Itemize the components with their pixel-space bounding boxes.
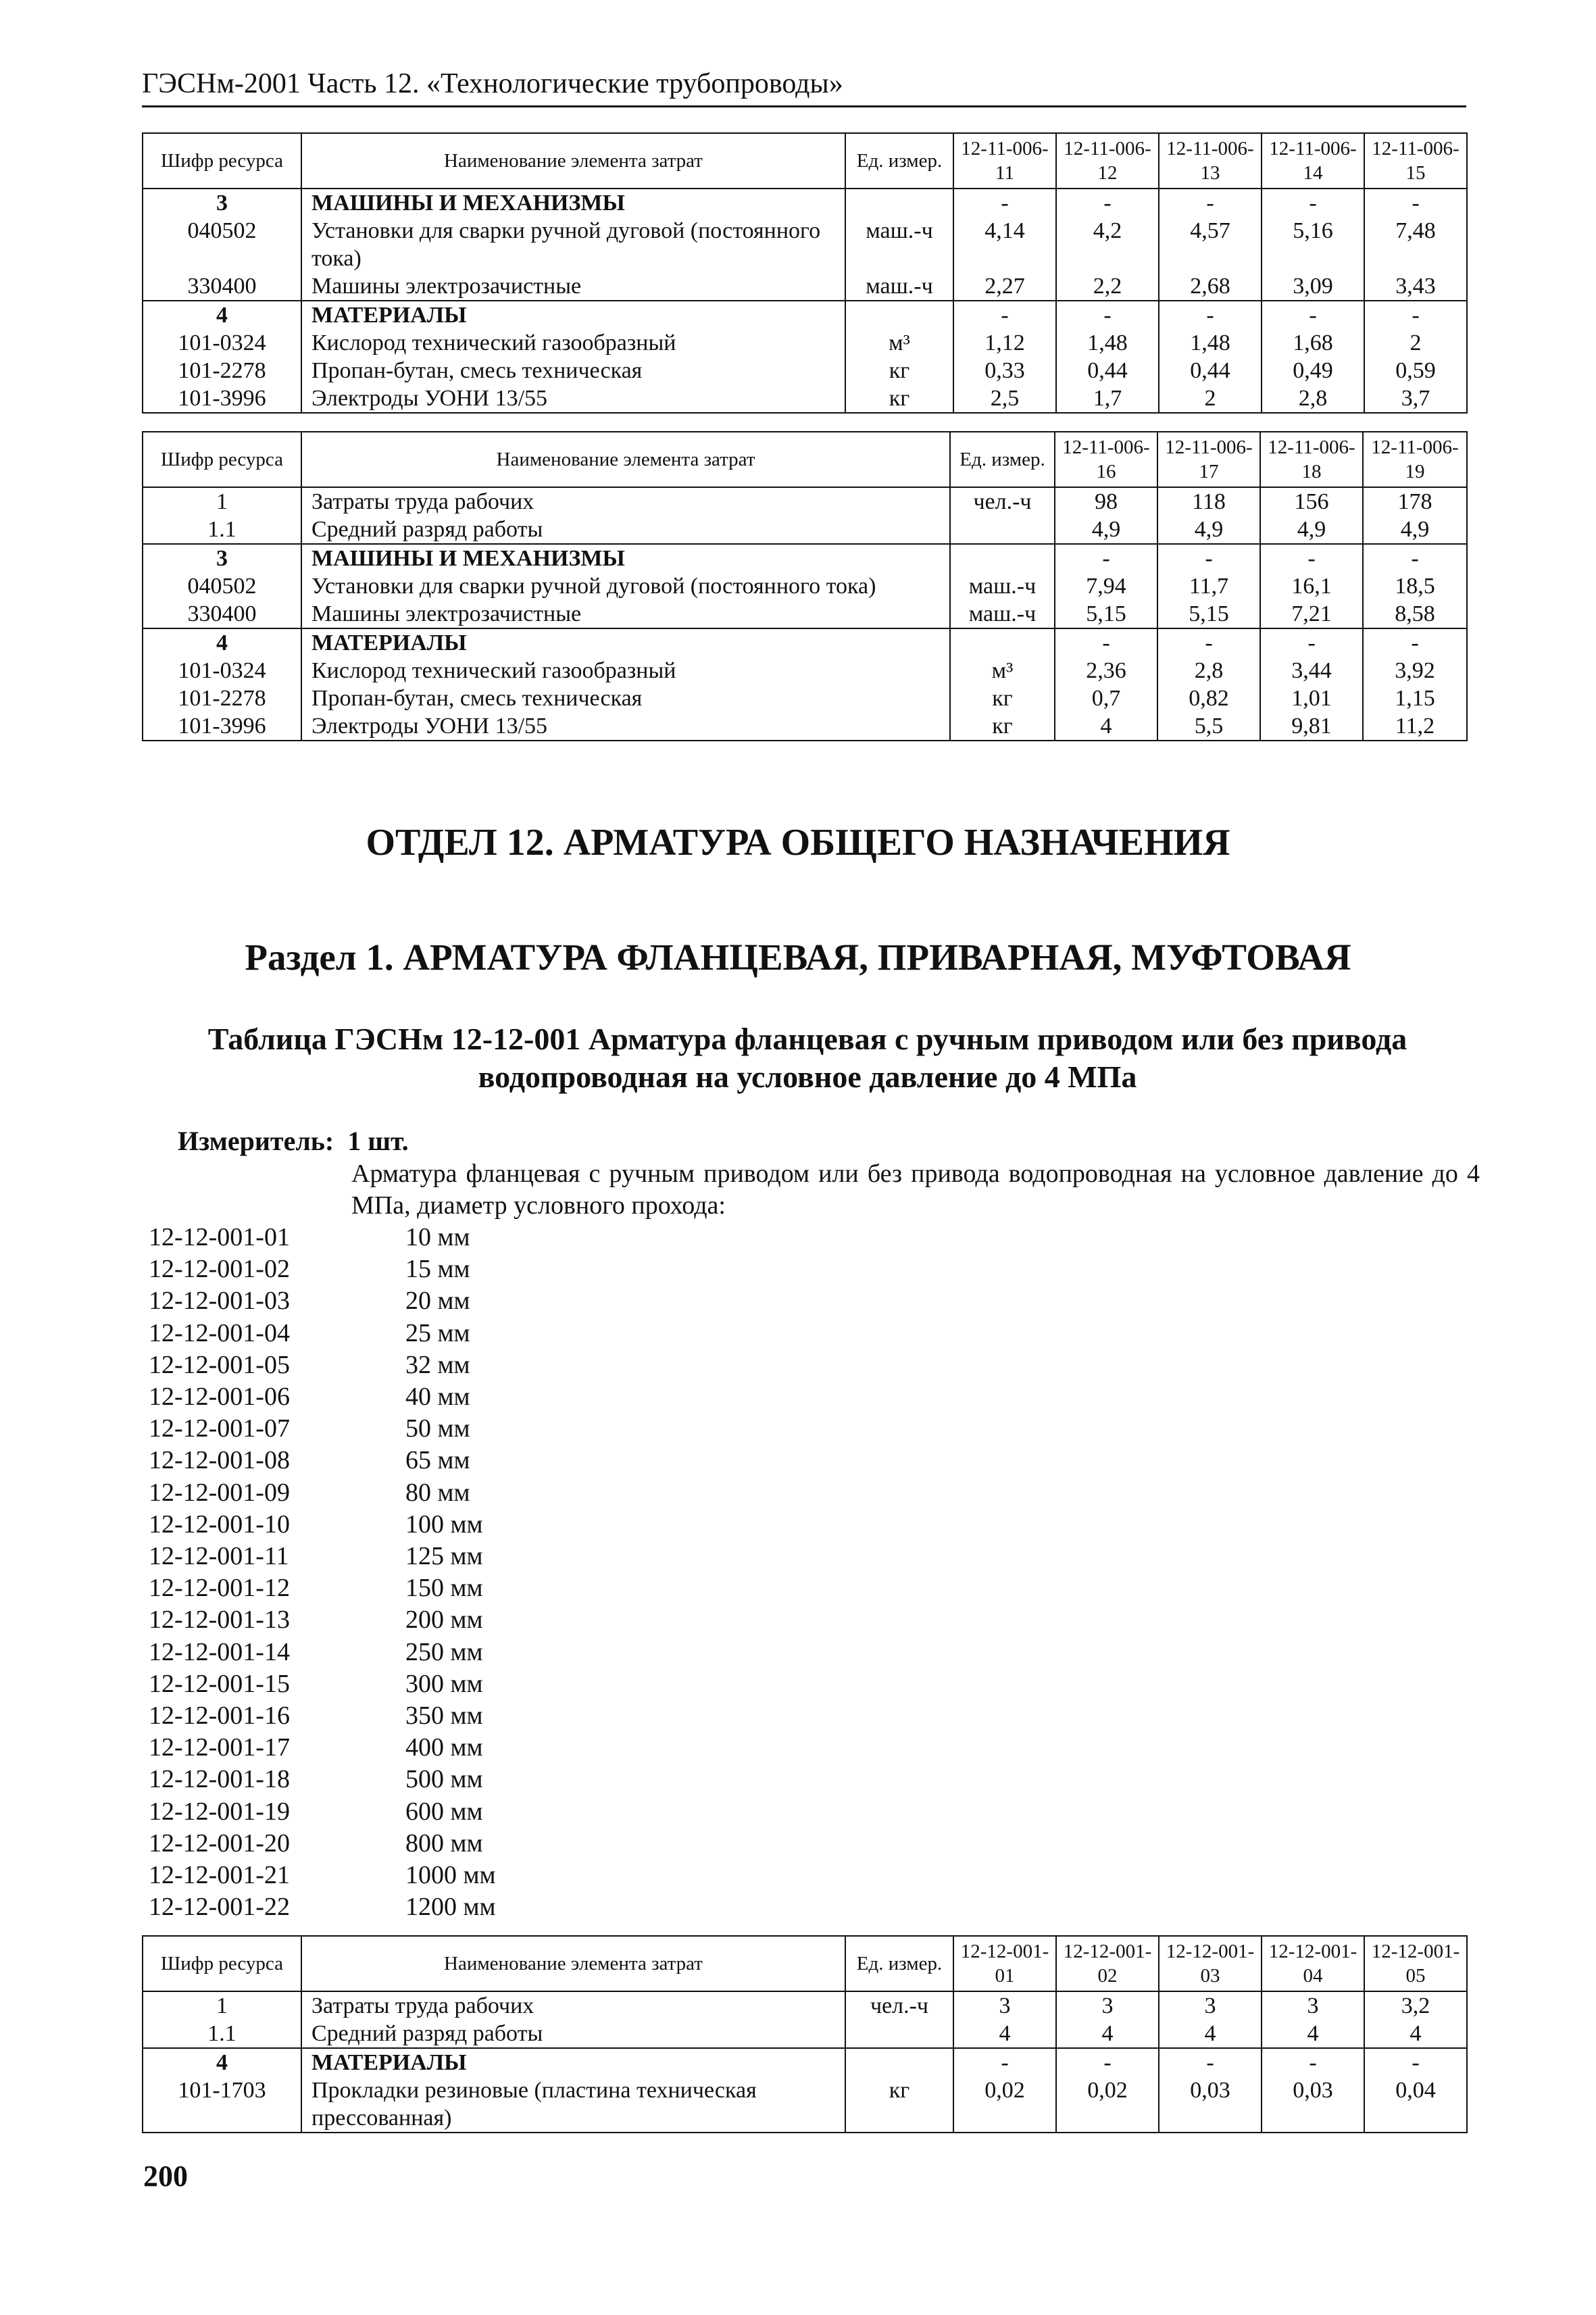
value-cell: 3,44 (1260, 657, 1363, 684)
spec-code: 12-12-001-21 (149, 1861, 290, 1890)
value-cell: 98 (1055, 487, 1157, 516)
value-cell: 4 (1159, 2020, 1262, 2048)
value-cell: 4 (1364, 2020, 1467, 2048)
resource-code-cell: 101-0324 (143, 657, 301, 684)
unit-cell: м³ (845, 329, 953, 357)
spec-item (149, 1541, 496, 1572)
resource-code-cell: 3 (143, 189, 301, 217)
spec-code: 12-12-001-14 (149, 1637, 290, 1666)
value-cell: 3 (1262, 1991, 1364, 2020)
cost-element-cell: МАШИНЫ И МЕХАНИЗМЫ (301, 189, 845, 217)
column-header: Шифр ресурса (143, 133, 301, 189)
running-header: ГЭСНм-2001 Часть 12. «Технологические трубопроводы» (142, 65, 1466, 107)
table-row (143, 657, 1467, 684)
spec-item (149, 1477, 496, 1509)
value-cell: 1,48 (1159, 329, 1262, 357)
code-column-header: 12-12-001-01 (953, 1936, 1056, 1991)
resource-table-12-11-006-11-15 (142, 132, 1468, 414)
spec-code: 12-12-001-15 (149, 1669, 290, 1698)
value-cell: 1,12 (953, 329, 1056, 357)
intro-text: Арматура фланцевая с ручным приводом или без привода водопроводная на условное давление до 4 МПа, диаметр условного прохода: (351, 1160, 1480, 1220)
spec-diameter: 50 мм (405, 1414, 470, 1443)
value-cell: - (1260, 544, 1363, 572)
spec-code: 12-12-001-19 (149, 1797, 290, 1826)
specification-list (149, 1222, 496, 1923)
spec-diameter: 1000 мм (405, 1861, 496, 1890)
value-cell: 2,8 (1262, 384, 1364, 413)
unit-cell: чел.-ч (950, 487, 1055, 516)
cost-element-cell: Машины электрозачистные (301, 600, 950, 628)
value-cell: 0,59 (1364, 357, 1467, 384)
value-cell: 5,16 (1262, 217, 1364, 272)
spec-diameter: 500 мм (405, 1765, 483, 1794)
value-cell: 3 (1056, 1991, 1159, 2020)
code-column-header: 12-11-006-11 (953, 133, 1056, 189)
table-row (143, 628, 1467, 657)
value-cell: - (1056, 189, 1159, 217)
spec-item (149, 1285, 496, 1317)
code-column-header: 12-12-001-05 (1364, 1936, 1467, 1991)
value-cell: - (953, 301, 1056, 329)
spec-code: 12-12-001-09 (149, 1478, 290, 1507)
value-cell: 3 (953, 1991, 1056, 2020)
resource-code-cell: 330400 (143, 272, 301, 301)
spec-item (149, 1349, 496, 1381)
unit-cell: кг (845, 2076, 953, 2133)
value-cell: 4 (1262, 2020, 1364, 2048)
cost-element-cell: Кислород технический газообразный (301, 329, 845, 357)
value-cell: 11,7 (1157, 572, 1260, 600)
resource-code-cell: 101-3996 (143, 384, 301, 413)
spec-code: 12-12-001-22 (149, 1893, 290, 1922)
value-cell: 4,9 (1260, 516, 1363, 544)
table-row (143, 329, 1467, 357)
table-row (143, 272, 1467, 301)
value-cell: 18,5 (1363, 572, 1467, 600)
table-row (143, 516, 1467, 544)
value-cell: 118 (1157, 487, 1260, 516)
spec-item (149, 1222, 496, 1253)
value-cell: 3,92 (1363, 657, 1467, 684)
spec-diameter: 200 мм (405, 1605, 483, 1635)
value-cell: - (1157, 628, 1260, 657)
spec-diameter: 15 мм (405, 1255, 470, 1284)
value-cell: 7,48 (1364, 217, 1467, 272)
table-row (143, 487, 1467, 516)
cost-element-cell: Пропан-бутан, смесь техническая (301, 357, 845, 384)
value-cell: 2,36 (1055, 657, 1157, 684)
value-cell: 4,2 (1056, 217, 1159, 272)
cost-element-cell: МАШИНЫ И МЕХАНИЗМЫ (301, 544, 950, 572)
resource-table-12-11-006-16-19 (142, 431, 1468, 741)
value-cell: 178 (1363, 487, 1467, 516)
spec-code: 12-12-001-10 (149, 1510, 290, 1539)
code-column-header: 12-11-006-12 (1056, 133, 1159, 189)
unit-cell: кг (845, 384, 953, 413)
spec-diameter: 100 мм (405, 1510, 483, 1539)
spec-diameter: 600 мм (405, 1797, 483, 1826)
cost-element-cell: Установки для сварки ручной дуговой (постоянного тока) (301, 572, 950, 600)
column-header: Ед. измер. (845, 133, 953, 189)
value-cell: 0,44 (1159, 357, 1262, 384)
spec-code: 12-12-001-13 (149, 1605, 290, 1635)
value-cell: - (953, 189, 1056, 217)
value-cell: 0,7 (1055, 684, 1157, 712)
value-cell: 4,9 (1157, 516, 1260, 544)
code-column-header: 12-11-006-19 (1363, 432, 1467, 487)
unit-cell (950, 628, 1055, 657)
table-row (143, 2020, 1467, 2048)
resource-code-cell: 040502 (143, 572, 301, 600)
value-cell: 0,44 (1056, 357, 1159, 384)
spec-item (149, 1509, 496, 1541)
cost-element-cell: Электроды УОНИ 13/55 (301, 384, 845, 413)
section-title: Раздел 1. АРМАТУРА ФЛАНЦЕВАЯ, ПРИВАРНАЯ, МУФТОВАЯ (245, 937, 1351, 978)
resource-code-cell: 330400 (143, 600, 301, 628)
spec-code: 12-12-001-12 (149, 1574, 290, 1603)
table-row (143, 572, 1467, 600)
value-cell: 3,2 (1364, 1991, 1467, 2020)
cost-element-cell: Прокладки резиновые (пластина техническая прессованная) (301, 2076, 845, 2133)
value-cell: 11,2 (1363, 712, 1467, 741)
spec-diameter: 1200 мм (405, 1893, 496, 1922)
unit-cell: м³ (950, 657, 1055, 684)
spec-diameter: 800 мм (405, 1828, 483, 1858)
unit-cell (950, 516, 1055, 544)
value-cell: 4,9 (1363, 516, 1467, 544)
spec-diameter: 80 мм (405, 1478, 470, 1507)
value-cell: 2,8 (1157, 657, 1260, 684)
meter-value: 1 шт. (347, 1126, 409, 1156)
value-cell: 7,94 (1055, 572, 1157, 600)
value-cell: 0,04 (1364, 2076, 1467, 2133)
column-header: Шифр ресурса (143, 1936, 301, 1991)
column-header: Ед. измер. (845, 1936, 953, 1991)
cost-element-cell: Средний разряд работы (301, 516, 950, 544)
column-header: Ед. измер. (950, 432, 1055, 487)
value-cell: 4 (1056, 2020, 1159, 2048)
unit-cell: маш.-ч (950, 572, 1055, 600)
spec-code: 12-12-001-08 (149, 1446, 290, 1475)
value-cell: 0,82 (1157, 684, 1260, 712)
code-column-header: 12-11-006-18 (1260, 432, 1363, 487)
resource-code-cell: 101-0324 (143, 329, 301, 357)
spec-diameter: 300 мм (405, 1669, 483, 1698)
value-cell: 0,03 (1262, 2076, 1364, 2133)
resource-code-cell: 040502 (143, 217, 301, 272)
value-cell: - (953, 2048, 1056, 2076)
column-header: Наименование элемента затрат (301, 133, 845, 189)
column-header: Наименование элемента затрат (301, 1936, 845, 1991)
cost-element-cell: Кислород технический газообразный (301, 657, 950, 684)
spec-item (149, 1860, 496, 1891)
table-caption-line-2: водопроводная на условное давление до 4 МПа (478, 1060, 1137, 1094)
value-cell: - (1159, 301, 1262, 329)
spec-code: 12-12-001-02 (149, 1255, 290, 1284)
table-row (143, 384, 1467, 413)
value-cell: 9,81 (1260, 712, 1363, 741)
value-cell: 4,14 (953, 217, 1056, 272)
spec-item (149, 1700, 496, 1732)
meter-line (178, 1125, 422, 1158)
spec-diameter: 32 мм (405, 1350, 470, 1379)
table-row (143, 301, 1467, 329)
resource-code-cell: 101-2278 (143, 357, 301, 384)
table-row (143, 2076, 1467, 2133)
department-title: ОТДЕЛ 12. АРМАТУРА ОБЩЕГО НАЗНАЧЕНИЯ (366, 822, 1230, 864)
value-cell: 2,27 (953, 272, 1056, 301)
unit-cell: маш.-ч (845, 217, 953, 272)
spec-diameter: 125 мм (405, 1542, 483, 1571)
spec-diameter: 20 мм (405, 1287, 470, 1316)
unit-cell: кг (950, 712, 1055, 741)
value-cell: 5,15 (1055, 600, 1157, 628)
spec-code: 12-12-001-06 (149, 1383, 290, 1412)
code-column-header: 12-11-006-16 (1055, 432, 1157, 487)
table-row (143, 189, 1467, 217)
value-cell: 2,68 (1159, 272, 1262, 301)
unit-cell: маш.-ч (950, 600, 1055, 628)
value-cell: - (1056, 2048, 1159, 2076)
spec-diameter: 40 мм (405, 1383, 470, 1412)
value-cell: 2,5 (953, 384, 1056, 413)
value-cell: 2,2 (1056, 272, 1159, 301)
value-cell: - (1262, 189, 1364, 217)
spec-item (149, 1445, 496, 1476)
resource-code-cell: 3 (143, 544, 301, 572)
spec-code: 12-12-001-11 (149, 1542, 289, 1571)
resource-code-cell: 4 (143, 301, 301, 329)
page-number: 200 (143, 2160, 188, 2193)
resource-code-cell: 101-3996 (143, 712, 301, 741)
value-cell: - (1260, 628, 1363, 657)
code-column-header: 12-12-001-02 (1056, 1936, 1159, 1991)
value-cell: 4 (953, 2020, 1056, 2048)
value-cell: 2 (1364, 329, 1467, 357)
value-cell: 3,43 (1364, 272, 1467, 301)
column-header: Наименование элемента затрат (301, 432, 950, 487)
value-cell: - (1055, 628, 1157, 657)
value-cell: 1,48 (1056, 329, 1159, 357)
cost-element-cell: МАТЕРИАЛЫ (301, 628, 950, 657)
value-cell: 1,01 (1260, 684, 1363, 712)
table-header-row (143, 432, 1467, 487)
spec-item (149, 1796, 496, 1828)
cost-element-cell: Электроды УОНИ 13/55 (301, 712, 950, 741)
unit-cell: маш.-ч (845, 272, 953, 301)
cost-element-cell: Установки для сварки ручной дуговой (постоянного тока) (301, 217, 845, 272)
value-cell: - (1159, 189, 1262, 217)
spec-code: 12-12-001-18 (149, 1765, 290, 1794)
value-cell: 1,68 (1262, 329, 1364, 357)
code-column-header: 12-12-001-03 (1159, 1936, 1262, 1991)
table-row (143, 1991, 1467, 2020)
unit-cell (950, 544, 1055, 572)
spec-item (149, 1764, 496, 1795)
resource-code-cell: 4 (143, 628, 301, 657)
value-cell: 0,02 (953, 2076, 1056, 2133)
value-cell: 0,02 (1056, 2076, 1159, 2133)
spec-diameter: 350 мм (405, 1701, 483, 1731)
table-row (143, 600, 1467, 628)
value-cell: - (1056, 301, 1159, 329)
spec-diameter: 250 мм (405, 1637, 483, 1666)
spec-diameter: 65 мм (405, 1446, 470, 1475)
value-cell: - (1262, 2048, 1364, 2076)
column-header: Шифр ресурса (143, 432, 301, 487)
spec-diameter: 400 мм (405, 1733, 483, 1762)
spec-item (149, 1732, 496, 1764)
unit-cell (845, 2048, 953, 2076)
spec-item (149, 1318, 496, 1349)
unit-cell: кг (845, 357, 953, 384)
value-cell: - (1364, 2048, 1467, 2076)
spec-code: 12-12-001-05 (149, 1350, 290, 1379)
spec-diameter: 25 мм (405, 1318, 470, 1347)
value-cell: - (1157, 544, 1260, 572)
code-column-header: 12-11-006-13 (1159, 133, 1262, 189)
spec-item (149, 1891, 496, 1923)
resource-code-cell: 1.1 (143, 516, 301, 544)
table-row (143, 217, 1467, 272)
spec-item (149, 1604, 496, 1636)
spec-code: 12-12-001-17 (149, 1733, 290, 1762)
spec-item (149, 1668, 496, 1700)
cost-element-cell: Машины электрозачистные (301, 272, 845, 301)
cost-element-cell: Затраты труда рабочих (301, 1991, 845, 2020)
value-cell: 156 (1260, 487, 1363, 516)
value-cell: - (1262, 301, 1364, 329)
code-column-header: 12-11-006-15 (1364, 133, 1467, 189)
value-cell: 3,7 (1364, 384, 1467, 413)
spec-diameter: 10 мм (405, 1223, 470, 1251)
spec-diameter: 150 мм (405, 1574, 483, 1603)
code-column-header: 12-11-006-14 (1262, 133, 1364, 189)
spec-item (149, 1381, 496, 1413)
resource-code-cell: 1 (143, 487, 301, 516)
cost-element-cell: Пропан-бутан, смесь техническая (301, 684, 950, 712)
value-cell: 4,57 (1159, 217, 1262, 272)
table-row (143, 712, 1467, 741)
value-cell: - (1364, 301, 1467, 329)
resource-code-cell: 101-2278 (143, 684, 301, 712)
value-cell: 3,09 (1262, 272, 1364, 301)
value-cell: - (1159, 2048, 1262, 2076)
table-row (143, 544, 1467, 572)
resource-table-12-12-001-01-05 (142, 1935, 1468, 2133)
spec-item (149, 1572, 496, 1604)
spec-item (149, 1253, 496, 1285)
spec-code: 12-12-001-20 (149, 1828, 290, 1858)
table-caption-line-1: Таблица ГЭСНм 12-12-001 Арматура фланцевая с ручным приводом или без привода (207, 1022, 1407, 1056)
value-cell: - (1363, 628, 1467, 657)
cost-element-cell: МАТЕРИАЛЫ (301, 301, 845, 329)
cost-element-cell: Затраты труда рабочих (301, 487, 950, 516)
value-cell: 0,33 (953, 357, 1056, 384)
spec-code: 12-12-001-03 (149, 1287, 290, 1316)
value-cell: 2 (1159, 384, 1262, 413)
value-cell: 3 (1159, 1991, 1262, 2020)
value-cell: 4 (1055, 712, 1157, 741)
cost-element-cell: МАТЕРИАЛЫ (301, 2048, 845, 2076)
unit-cell (845, 2020, 953, 2048)
meter-label: Измеритель: (178, 1126, 334, 1156)
unit-cell (845, 301, 953, 329)
value-cell: 0,49 (1262, 357, 1364, 384)
table-row (143, 357, 1467, 384)
value-cell: 8,58 (1363, 600, 1467, 628)
spec-code: 12-12-001-07 (149, 1414, 290, 1443)
value-cell: 5,15 (1157, 600, 1260, 628)
value-cell: 0,03 (1159, 2076, 1262, 2133)
spec-code: 12-12-001-04 (149, 1318, 290, 1347)
unit-cell: чел.-ч (845, 1991, 953, 2020)
spec-item (149, 1413, 496, 1445)
table-header-row (143, 133, 1467, 189)
value-cell: 1,15 (1363, 684, 1467, 712)
spec-item (149, 1637, 496, 1668)
table-row (143, 684, 1467, 712)
spec-code: 12-12-001-16 (149, 1701, 290, 1731)
unit-cell: кг (950, 684, 1055, 712)
value-cell: 4,9 (1055, 516, 1157, 544)
value-cell: - (1364, 189, 1467, 217)
value-cell: 16,1 (1260, 572, 1363, 600)
unit-cell (845, 189, 953, 217)
resource-code-cell: 1.1 (143, 2020, 301, 2048)
table-header-row (143, 1936, 1467, 1991)
cost-element-cell: Средний разряд работы (301, 2020, 845, 2048)
spec-item (149, 1828, 496, 1860)
resource-code-cell: 1 (143, 1991, 301, 2020)
resource-code-cell: 4 (143, 2048, 301, 2076)
value-cell: - (1055, 544, 1157, 572)
table-caption (135, 1020, 1480, 1096)
table-row (143, 2048, 1467, 2076)
resource-code-cell: 101-1703 (143, 2076, 301, 2133)
value-cell: 1,7 (1056, 384, 1159, 413)
code-column-header: 12-12-001-04 (1262, 1936, 1364, 1991)
spec-code: 12-12-001-01 (149, 1223, 290, 1251)
value-cell: 7,21 (1260, 600, 1363, 628)
code-column-header: 12-11-006-17 (1157, 432, 1260, 487)
value-cell: 5,5 (1157, 712, 1260, 741)
value-cell: - (1363, 544, 1467, 572)
